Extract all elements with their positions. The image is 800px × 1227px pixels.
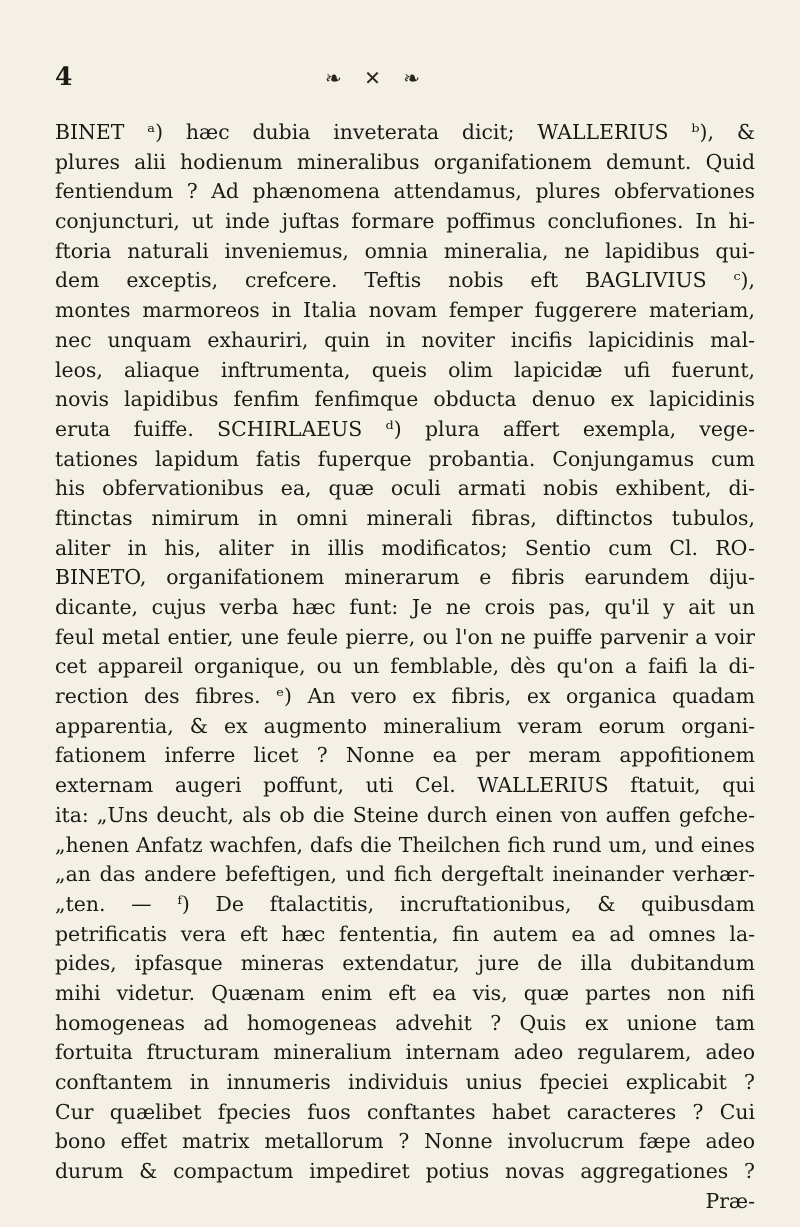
text-line: apparentia, & ex augmento mineralium veram eorum organi- [55, 713, 755, 738]
text-line: „henen Anfatz wachfen, dafs die Theilchen fich rund um, und eines [55, 832, 755, 857]
text-line: durum & compactum impediret potius novas aggregationes ? [55, 1159, 755, 1184]
header-ornament: ❧ ✕ ❧ [325, 66, 428, 90]
text-line: tationes lapidum fatis fuperque probantia. Conjungamus cum [55, 446, 755, 471]
text-line: feul metal entier, une feule pierre, ou l'on ne puiffe parvenir a voir [55, 624, 755, 649]
text-line: rection des fibres. ᵉ) An vero ex fibris, ex organica quadam [55, 684, 755, 709]
text-line: fentiendum ? Ad phænomena attendamus, plures obfervationes [55, 179, 755, 204]
text-line: aliter in his, aliter in illis modificatos; Sentio cum Cl. RO- [55, 535, 755, 560]
text-line: Cur quælibet fpecies fuos conftantes habet caracteres ? Cui [55, 1099, 755, 1124]
body-text [55, 118, 755, 1216]
page-number: 4 [55, 62, 73, 91]
text-line: homogeneas ad homogeneas advehit ? Quis ex unione tam [55, 1010, 755, 1035]
text-line: conftantem in innumeris individuis unius fpeciei explicabit ? [55, 1070, 755, 1094]
text-line: ftinctas nimirum in omni minerali fibras, diftinctos tubulos, [55, 505, 755, 530]
text-line: ita: „Uns deucht, als ob die Steine durch einen von auffen gefche- [55, 802, 755, 827]
catchword: Præ- [705, 1188, 755, 1213]
text-line: ftoria naturali inveniemus, omnia mineralia, ne lapidibus qui- [55, 238, 755, 263]
text-line: „ten. — ᶠ) De ftalactitis, incruftationibus, & quibusdam [55, 891, 755, 916]
text-line: montes marmoreos in Italia novam femper fuggerere materiam, [55, 298, 755, 323]
text-line: dicante, cujus verba hæc funt: Je ne crois pas, qu'il y ait un [55, 595, 755, 619]
page-header [55, 62, 755, 96]
text-line: bono effet matrix metallorum ? Nonne involucrum fæpe adeo [55, 1129, 755, 1154]
text-line: plures alii hodienum mineralibus organifationem demunt. Quid [55, 149, 755, 174]
text-line: externam augeri poffunt, uti Cel. WALLERIUS ftatuit, qui [55, 773, 755, 798]
text-line: cet appareil organique, ou un femblable, dès qu'on a faifi la di- [55, 654, 755, 679]
text-line: fationem inferre licet ? Nonne ea per meram appofitionem [55, 743, 755, 768]
text-line: „an das andere befeftigen, und fich dergeftalt ineinander verhær- [55, 862, 755, 887]
text-line: BINETO, organifationem minerarum e fibris earundem diju- [55, 565, 755, 590]
text-line: his obfervationibus ea, quæ oculi armati nobis exhibent, di- [55, 476, 755, 501]
text-line: BINET ᵃ) hæc dubia inveterata dicit; WALLERIUS ᵇ), & [55, 120, 755, 144]
text-line: mihi videtur. Quænam enim eft ea vis, quæ partes non nifi [55, 980, 755, 1005]
text-line: fortuita ftructuram mineralium internam adeo regularem, adeo [55, 1040, 755, 1065]
text-line: novis lapidibus fenfim fenfimque obducta denuo ex lapicidinis [55, 387, 755, 412]
text-line: dem exceptis, crefcere. Teftis nobis eft BAGLIVIUS ᶜ), [55, 268, 755, 293]
text-line: eruta fuiffe. SCHIRLAEUS ᵈ) plura affert exempla, vege- [55, 416, 755, 441]
text-line: petrificatis vera eft hæc fententia, fin autem ea ad omnes la- [55, 921, 755, 946]
text-line: leos, aliaque inftrumenta, queis olim lapicidæ ufi fuerunt, [55, 357, 755, 382]
text-line: nec unquam exhauriri, quin in noviter incifis lapicidinis mal- [55, 327, 755, 352]
text-line: conjuncturi, ut inde juftas formare poffimus conclufiones. In hi- [55, 209, 755, 234]
text-line: pides, ipfasque mineras extendatur, jure de illa dubitandum [55, 951, 755, 976]
